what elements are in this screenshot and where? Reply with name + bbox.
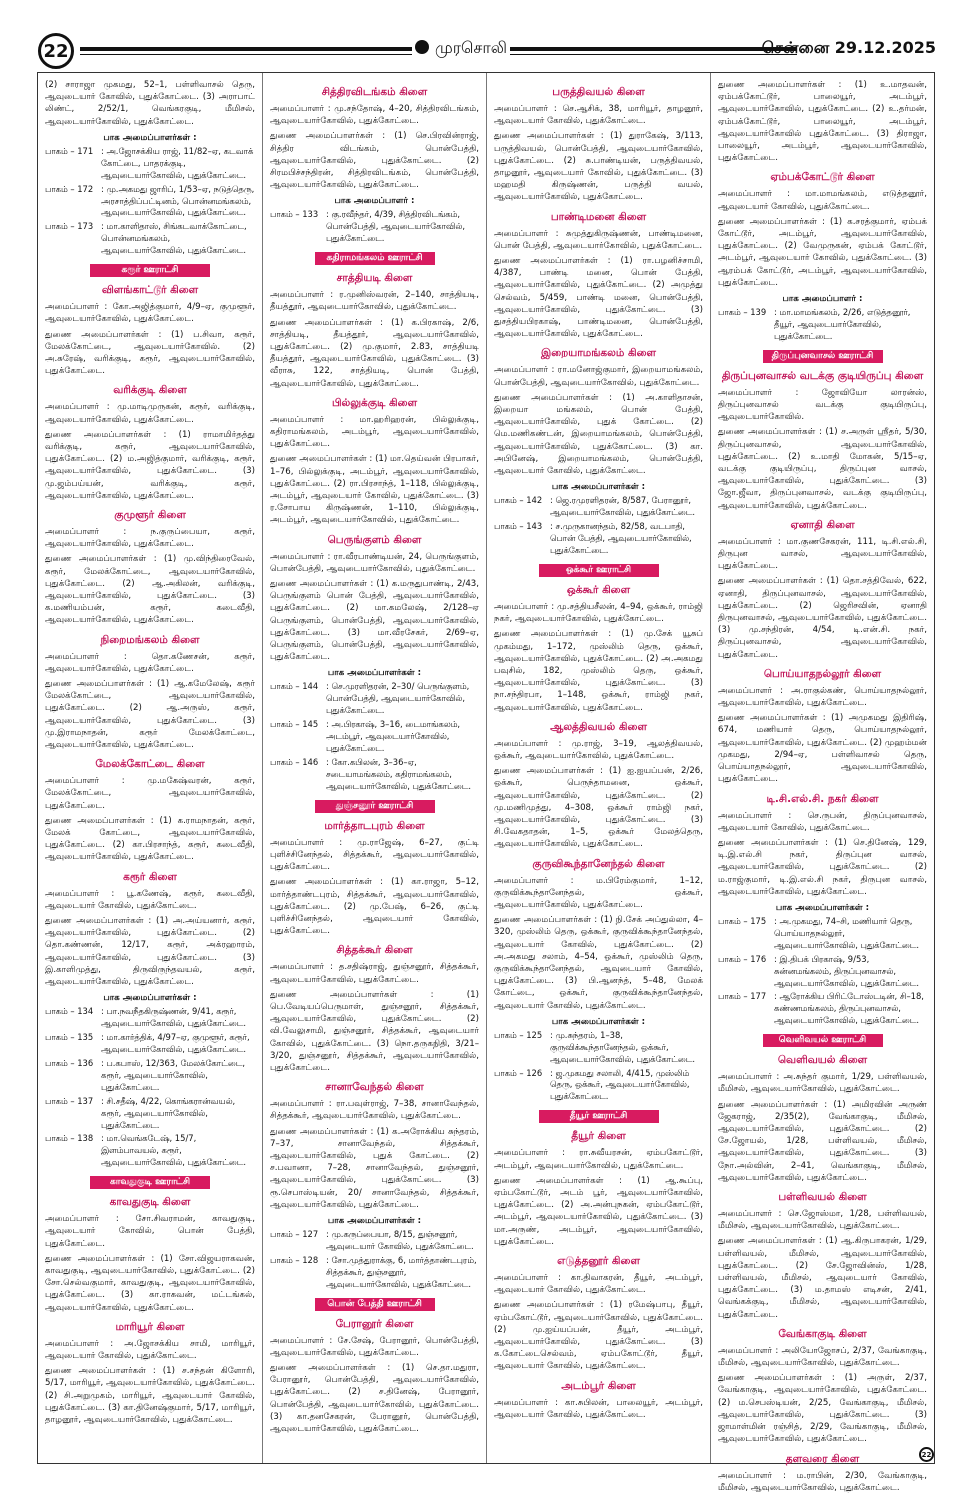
booth-entry xyxy=(718,916,927,952)
header-rule xyxy=(80,47,412,51)
booth-number: பாகம் – 175 xyxy=(718,915,767,926)
organizer-entry: அமைப்பாளர் : ர.முனிஸ்வரன், 2–140, சாத்தியடி, தீயத்தூர், ஆவுடையார்கோவில், புதுக்கோட்டை. xyxy=(270,290,479,313)
booth-entry xyxy=(494,1068,703,1104)
booth-entry xyxy=(718,954,927,990)
booth-number: பாகம் – 136 xyxy=(45,1057,94,1068)
organizer-entry: துணை அமைப்பாளர்கள் : (1) செ.தினேஷ், 129, டி.இ.எல்.சி நகர், திருப்புன வாசல், ஆவுடையார்கோவில், புதுக்கோட்டை. (2) ம.ராஜ்குமார், டி.இ.எல்.சி நகர், திருபுன வாசல், ஆவுடையார்கோவில், புதுக்கோட்டை. xyxy=(718,837,927,897)
branch-heading: இறையாமங்கலம் கிளை xyxy=(541,347,656,360)
branch-heading: ஏம்பக்கோட்டூர் கிளை xyxy=(770,171,875,184)
organizer-entry: துணை அமைப்பாளர்கள் : (1) ச.அருள் ஸ்ரீதர், 5/30, திருப்புனவாசல், ஆவுடையார்கோவில், புதுக்கோட்டை. (2) உ.மாதி மோகன், 5/15–ஏ, வடக்கு குடியிருப்பு, திருப்புன வாசல், ஆவுடையார்கோவில், புதுக்கோட்டை. (3) ஜோ.ஜீவா, திருப்புனவாசல், வடக்கு குடியிருப்பு, ஆவுடையார்கோவில், புதுக்கோட்டை. xyxy=(718,427,927,511)
branch-heading: பில்லுக்குடி கிளை xyxy=(331,396,418,409)
branch-heading: ஒக்கூர் கிளை xyxy=(566,583,631,596)
organizer-entry: அமைப்பாளர் : ரா.வீரபாண்டியன், 24, பெருங்குளம், பொன்பேத்தி, ஆவுடையார்கோவில், புதுக்கோட்டை. xyxy=(270,551,479,574)
booth-number: பாகம் – 125 xyxy=(494,1029,543,1040)
organizer-entry: துணை அமைப்பாளர்கள் : (1) அருள், 2/37, வேங்காகுடி, ஆவுடையார்கோவில், புதுக்கோட்டை. (2) ம.செபஸ்டியன், 2/25, வேங்காகுடி, மீமிசல், ஆவுடையார்கோவில், புதுக்கோட்டை. (3) ஜாமாள்மின் ரஞ்சித், 2/29, வேங்காகுடி, மீமிசல், ஆவுடையார்கோவில், புதுக்கோட்டை. xyxy=(718,1373,927,1445)
branch-heading: ஏனாதி கிளை xyxy=(790,518,855,531)
panchayat-banner: கரூர் ஊராட்சி xyxy=(90,264,210,277)
organizer-entry: துணை அமைப்பாளர்கள் : (1) செ.தா.மதுரா, பேரானூர், பொன்பேத்தி, ஆவுடையார்கோவில், புதுக்கோட்டை. (2) ச.தினேஷ், பேரானூர், பொன்பேத்தி, ஆவுடையார்கோவில், புதுக்கோட்டை. (3) கா.தனசேகரன், பேரானூர், பொன்பேத்தி, ஆவுடையார்கோவில், புதுக்கோட்டை. xyxy=(270,1363,479,1435)
organizer-entry: துணை அமைப்பாளர்கள் : (1) அ.அய்யனார், கரூர், ஆவுடையார்கோவில், புதுக்கோட்டை. (2) தொ.கண்ணன், 12/17, கரூர், அக்ரஹாரம், ஆவுடையார்கோவில், புதுக்கோட்டை. (3) இ.காளிமுத்து, திருவிருந்தவயல், கரூர், ஆவுடையார்கோவில், புதுக்கோட்டை. xyxy=(45,916,255,988)
booth-entry xyxy=(270,1229,479,1253)
organizer-entry: அமைப்பாளர் : ஜோவியோ லாரன்ஸ், திருப்புனவாசல் வடக்கு குடியிருப்பு, ஆவுடையார்கோவில். xyxy=(718,387,927,423)
booth-section-heading: பாக அமைப்பாளர்கள் : xyxy=(551,1016,646,1027)
booth-number: பாகம் – 171 xyxy=(45,145,94,156)
booth-organizer: : ஆரோக்கிய பிரிட்டோஸ்டடின், சி–18, கண்ணமங்கலம், திருப்புனவாசல், ஆவுடையார்கோவில், புதுக்கோட்டை. xyxy=(774,991,924,1026)
booth-entry xyxy=(718,991,927,1027)
organizer-entry: துணை அமைப்பாளர்கள் : (1) ரமேஷ்பாபு, தீயூர், ஏம்பகோட்டூர், ஆவுடையார்கோவில், புதுக்கோட்டை. (2) மு.ஐய்யப்பன், தீயூர், அடம்பூர், ஆவுடையார்கோவில், புதுக்கோட்டை. (3) க.கோட்டைசெல்வம், ஏம்பகோட்டூர், தீயூர், ஆவுடையார் கோவில், புதுக்கோட்டை. xyxy=(494,1300,703,1372)
booth-organizer: : அ.முகமது, 74–சி, மணியார் தெரு, பொய்யாதநல்லூர், ஆவுடையார்கோவில், புதுக்கோட்டை. xyxy=(774,915,920,950)
booth-section-heading: பாக அமைப்பாளர்கள் : xyxy=(327,668,422,679)
organizer-entry: துணை அமைப்பாளர்கள் : (1) அ.காளிதாசன், இறையா மங்கலம், பொன் பேத்தி, ஆவுடையார்கோவில், புதுக் கோட்டை. (2) மெ.மணிகண்டன், இறையாமங்கலம், பொன்பேத்தி, ஆவுடையார்கோவில், புதுக்கோட்டை. (3) கா. அபினேஷ், இறையாமங்கலம், பொன்பேத்தி, ஆவுடையார் கோவில், புதுக்கோட்டை. xyxy=(494,392,703,477)
booth-entry xyxy=(45,1032,255,1056)
booth-entry xyxy=(45,1006,255,1030)
booth-organizer: : மா.மாமங்கலம், 2/26, எடுத்தனூர், தீயூர், ஆவுடையார்கோவில், புதுக்கோட்டை. xyxy=(774,307,911,341)
organizer-entry: துணை அமைப்பாளர்கள் : (1) ஐ.ஐயப்பன், 2/26, ஒக்கூர், பெருந்தாமனை, ஒக்கூர், ஆவுடையார்கோவில், புதுக்கோட்டை. (2) மு.மணிமுத்து, 4–308, ஒக்கூர் ராம்ஜி நகர், ஆவுடையார்கோவில், புதுக்கோட்டை. (3) சி.வேகதாதன், 1–5, ஒக்கூர் மேலத்தெரு, ஆவுடையார்கோவில், புதுக்கோட்டை. xyxy=(494,766,703,850)
booth-organizer: : ப.கபாஸ், 12/363, மேலக்கோட்டை, கரூர், ஆவுடையார்கோவில், புதுக்கோட்டை. xyxy=(101,1057,246,1092)
paper-logo-icon xyxy=(415,40,429,54)
organizer-entry: துணை அமைப்பாளர்கள் : (1) ப.சிவா, கரூர், மேலக்கோட்டை, ஆவுடையார்கோவில். (2) அ.சுரேஷ், வரிக்குடி, கரூர், ஆவுடையார்கோவில், புதுக்கோட்டை. xyxy=(45,329,255,377)
header-rule xyxy=(510,54,797,55)
panchayat-banner: திருப்புனவாசல் ஊராட்சி xyxy=(763,350,883,363)
organizer-entry: துணை அமைப்பாளர்கள் : (1) க.சரத்குமார், ஏம்பக் கோட்டூர், அடம்பூர், ஆவுடையார்கோவில், புதுக்கோட்டை. (2) வேமுருகன், ஏம்பக் கோட்டூர், அடம்பூர், ஆவுடையார் கோவில், புதுக்கோட்டை. (3) ஆரம்பக் கோட்டூர், அடம்பூர், ஆவுடையார்கோவில், புதுக்கோட்டை. xyxy=(718,216,927,288)
booth-organizer: : மா.வெங்கடேஷ், 15/7, இளம்பாவயல், கரூர், ஆவுடையார்கோவில், புதுக்கோட்டை. xyxy=(101,1133,247,1168)
branch-heading: தளவரை கிளை xyxy=(785,1452,860,1465)
organizer-entry: அமைப்பாளர் : சோ.சிவராமன், காவதுகுடி, ஆவுடையார் கோவில், பொன் பேத்தி, புதுக்கோட்டை. xyxy=(45,1214,255,1249)
organizer-entry: அமைப்பாளர் : கா.சுபிலன், பாலையூர், அடம்பூர், ஆவுடையார் கோவில், புதுக்கோட்டை. xyxy=(494,1397,703,1420)
branch-heading: டி.சி.எல்.சி. நகர் கிளை xyxy=(766,792,879,805)
booth-number: பாகம் – 142 xyxy=(494,495,543,506)
organizer-entry: அமைப்பாளர் : மா.ஹரிஹரன், பில்லுக்குடி, கதிராமங்கலம், அடம்பூர், ஆவுடையார்கோவில், புதுக்கோட்டை. xyxy=(270,414,479,450)
organizer-entry: அமைப்பாளர் : அ.ராகுல்கண், பொய்யாதநல்லூர், ஆவுடையார்கோவில், புதுக்கோட்டை. xyxy=(718,685,927,709)
branch-heading: குருவிகூந்தானேந்தல் கிளை xyxy=(532,857,665,870)
panchayat-banner: ஒக்கூர் ஊராட்சி xyxy=(539,564,659,577)
branch-heading: சாத்தியடி கிளை xyxy=(336,272,413,285)
organizer-entry: துணை அமைப்பாளர்கள் : (1) ஆ.கிருபாகரன், 1/29, பள்ளிவயல், மீமிசல், ஆவுடையார்கோவில், புதுக்கோட்டை. (2) சே.ஜோவின்ஸ், 1/28, பள்ளிவயல், மீமிசல், ஆவுடையார் கோவில், புதுக்கோட்டை. (3) ம.தாமஸ் எடிசன், 2/41, வெங்கக்குடி, மீமிசல், ஆவுடையார்கோவில், புதுக்கோட்டை. xyxy=(718,1236,927,1320)
header-rule xyxy=(510,47,797,51)
booth-organizer: : மு.கருப்பையா, 8/15, துஞ்சனூர், ஆவுடையார் கோவில், புதுக்கோட்டை. xyxy=(326,1229,474,1251)
branch-heading: பேரானூர் கிளை xyxy=(335,1317,414,1330)
branch-heading: வேங்காகுடி கிளை xyxy=(778,1327,867,1340)
booth-entry xyxy=(270,757,479,793)
organizer-entry: அமைப்பாளர் : த.சதிஷ்ராஜ், துஞ்சனூர், சித்தக்கூர், ஆவுடையார்கோவில், புதுக்கோட்டை. xyxy=(270,962,479,985)
organizer-entry: அமைப்பாளர் : மு.சந்தோஷ், 4–20, சித்திரவிடங்கம், ஆவுடையார்கோவில், புதுக்கோட்டை. xyxy=(270,104,479,127)
booth-number: பாகம் – 177 xyxy=(718,991,767,1002)
branch-heading: வரிக்குடி கிளை xyxy=(113,384,187,397)
organizer-entry: துணை அமைப்பாளர்கள் : (1) க.அரோக்கிய சுந்தரம், 7–37, சானாவேந்தல், சித்தக்கூர், ஆவுடையார்கோவில், புதுக் கோட்டை. (2) ச.பவானா, 7–28, சானாவேந்தல், துஞ்சனூர், ஆவுடையார்கோவில், புதுக்கோட்டை. (3) ரூ.செபாஸ்டியன், 20/ சானாவேந்தல், சித்தக்கூர், ஆவுடையார்கோவில், புதுக்கோட்டை. xyxy=(270,1126,479,1210)
column-1 xyxy=(38,73,262,1463)
booth-number: பாகம் – 176 xyxy=(718,953,767,964)
branch-heading: பாண்டிமனை கிளை xyxy=(550,210,647,223)
organizer-entry: துணை அமைப்பாளர்கள் : (1) கா.ராஜா, 5–12, மார்த்தாண்டபுரம், சித்தக்கூர், ஆவுடையார்கோவில், புதுக்கோட்டை. (2) மு.பேஷ், 6–26, குட்டி புளிச்சினேந்தல், ஆவுடையார் கோவில், புதுக்கோட்டை. xyxy=(270,877,479,937)
booth-organizer: : இ.திபக் பிரகாஷ், 9/53, சுன்னமங்கலம், திருப்புனவாசல், ஆவுடையார்கோவில், புதுக்கோட்டை. xyxy=(774,953,920,988)
organizer-entry: துணை அமைப்பாளர்கள் : (1) க.ராமநாதன், கரூர், மேலக் கோட்டை, ஆவுடையார்கோவில், புதுக்கோட்டை. (2) கா.பிரசாந்த், கரூர், கடைவீதி, ஆவுடையார்கோவில், புதுக்கோட்டை. xyxy=(45,815,255,863)
branch-heading: அடம்பூர் கிளை xyxy=(561,1379,636,1392)
organizer-entry: அமைப்பாளர் : மு.ராஜேஷ், 6–27, குட்டி புளிச்சினேந்தல், சித்தக்கூர், ஆவுடையார்கோவில், புதுக்கோட்டை. xyxy=(270,837,479,873)
footer-page-number: 22 xyxy=(919,1447,934,1462)
panchayat-banner: துஞ்சனூர் ஊராட்சி xyxy=(315,800,435,813)
organizer-entry: அமைப்பாளர் : ரா.பவுள்ராஜ், 7–38, சானாவேந்தல், சித்தக்கூர், ஆவுடையார்கோவில், புதுக்கோட்டை. xyxy=(270,1099,479,1122)
booth-organizer: : மா.காளிதாஸ், சிங்கடவாக்கோட்டை, பொன்னமங்கலம், ஆவுடையார்கோவில், புதுக்கோட்டை. xyxy=(101,221,247,256)
organizer-entry: துணை அமைப்பாளர்கள் : (1) துராகேஷ், 3/113, பருத்திவயல், பொன்பேத்தி, ஆவுடையார்கோவில், புதுக்கோட்டை. (2) சு.பாண்டியன், பருத்திவயல், தாழனூர், ஆவுடையார் கோவில், புதுக்கோட்டை. (3) மஹமதி கிருஷ்ணன், பருத்தி வயல், ஆவுடையார்கோவில், புதுக்கோட்டை. xyxy=(494,131,703,203)
organizer-entry: அமைப்பாளர் : மா.குணசேகரன், 111, டி.சி.எல்.சி, திருபுன வாசல், ஆவுடையார்கோவில், புதுக்கோட்டை. xyxy=(718,536,927,572)
organizer-entry: அமைப்பாளர் : மு.மாடிமுருகன், கரூர், வரிக்குடி, ஆவுடையார்கோவில், புதுக்கோட்டை. xyxy=(45,402,255,425)
column-2 xyxy=(262,73,486,1463)
column-3 xyxy=(486,73,710,1463)
organizer-entry: அமைப்பாளர் : மு.ராஜ், 3–19, ஆலத்திவயல், ஒக்கூர், ஆவுடையார்கோவில், புதுக்கோட்டை. xyxy=(494,738,703,761)
booth-entry xyxy=(45,1133,255,1169)
organizer-entry: துணை அமைப்பாளர்கள் : (1) மு.சேக் யூசுப் முகம்மது, 1–172, முஸ்லிம் தெரு, ஒக்கூர், ஆவுடையார்கோவில், புதுக்கோட்டை. (2) அ.அகமது பவுசில், 182, முஸ்லிம் தெரு, ஒக்கூர், ஆவுடையார்கோவில், புதுக்கோட்டை. (3) நா.சந்திரபா, 1–148, ஒக்கூர், ராம்ஜி நகர், ஆவுடையார்கோவில், புதுக்கோட்டை. xyxy=(494,629,703,713)
booth-number: பாகம் – 134 xyxy=(45,1006,94,1017)
branch-heading: வெளிவயல் கிளை xyxy=(777,1054,868,1067)
booth-entry xyxy=(270,681,479,717)
panchayat-banner: காவதுகுடி ஊராட்சி xyxy=(90,1176,210,1189)
organizer-entry: துணை அமைப்பாளர்கள் : (1) ராமாமிர்தத்து வரிக்குடி, கரூர், ஆவுடையார்கோவில், புதுக்கோட்டை. (2) ம.அஜித்குமார், வரிக்குடி, கரூர், ஆவுடையார்கோவில், புதுக்கோட்டை. (3) மு.ஜம்பய்யன், வரிக்குடி, கரூர், ஆவுடையார்கோவில், புதுக்கோட்டை. xyxy=(45,429,255,501)
booth-organizer: : கோ.கபிலன், 3–36–ஏ, சடையாமங்கலம், கதிராமங்கலம், ஆவுடையார்கோவில், புதுக்கோட்டை. xyxy=(326,757,472,791)
booth-organizer: : செ.முரளிதரன், 2–30/ பெருங்குளம், பொன்பேத்தி, ஆவுடையார்கோவில், புதுக்கோட்டை. xyxy=(326,681,470,716)
booth-number: பாகம் – 143 xyxy=(494,521,543,532)
organizer-entry: துணை அமைப்பாளர்கள் : (1) மு.விந்திரைவேல், கரூர், மேலக்கோட்டை, ஆவுடையார்கோவில், புதுக்கோட்டை. (2) ஆ.அகிலன், வரிக்குடி, ஆவுடையார்கோவில், புதுக்கோட்டை. (3) க.மணியம்பன், கரூர், கடைவீதி, ஆவுடையார்கோவில், புதுக்கோட்டை. xyxy=(45,554,255,626)
organizer-entry: துணை அமைப்பாளர்கள் : (1) தொ.சத்திவேல், 622, ஏனாதி, திருப்புனவாசல், ஆவுடையார்கோவில், புதுக்கோட்டை. (2) ஜெரிசவின், ஏனாதி திருபுனவாசல், ஆவுடையார்கோவில், புதுக்கோட்டை. (3) மு.சந்திரன், 4/54, டி.என்.சி. நகர், திருப்புனவாசல், ஆவுடையார்கோவில், புதுக்கோட்டை. xyxy=(718,576,927,660)
booth-entry xyxy=(270,209,479,245)
booth-entry xyxy=(494,521,703,557)
organizer-entry: அமைப்பாளர் : கா.திவாகரன், தீயூர், அடம்பூர், ஆவுடையார் கோவில், புதுக்கோட்டை. xyxy=(494,1272,703,1296)
organizer-entry: அமைப்பாளர் : ம.பிரேம்குமார், 1–12, குருவிக்கூந்தானேந்தல், ஒக்கூர், ஆவுடையார்கோவில், புதுக்கோட்டை. xyxy=(494,875,703,910)
booth-organizer: : மா.கார்த்திக், 4/97–ஏ, குமுளூர், கரூர், ஆவுடையார்கோவில், புதுக்கோட்டை. xyxy=(101,1032,250,1055)
header-rule xyxy=(80,54,412,55)
booth-entry xyxy=(718,307,927,343)
booth-entry xyxy=(45,1058,255,1094)
branch-heading: எடுத்தனூர் கிளை xyxy=(557,1254,640,1267)
branch-heading: மார்த்தாடபுரம் கிளை xyxy=(324,819,425,832)
branch-heading: சித்திரவிடங்கம் கிளை xyxy=(321,86,428,98)
booth-number: பாகம் – 128 xyxy=(270,1254,319,1265)
branch-heading: பெருங்குளம் கிளை xyxy=(327,533,422,546)
booth-entry xyxy=(45,1096,255,1132)
booth-section-heading: பாக அமைப்பாளர் : xyxy=(782,294,863,305)
panchayat-banner: பொன் பேத்தி ஊராட்சி xyxy=(315,1298,435,1311)
paper-name-text: முரசொலி xyxy=(435,38,507,57)
booth-organizer: : அ.ஜோசக்கிய ராஜ், 11/82–ஏ, கடவாக் கோட்டை, பாதரக்குடி, ஆவுடையார்கோவில், புதுக்கோட்டை. xyxy=(101,145,254,180)
branch-heading: ஆலத்திவயல் கிளை xyxy=(550,720,647,733)
booth-entry xyxy=(45,221,255,257)
booth-number: பாகம் – 138 xyxy=(45,1133,94,1144)
branch-heading: குமுளூர் கிளை xyxy=(114,508,186,521)
booth-number: பாகம் – 173 xyxy=(45,221,94,232)
booth-section-heading: பாக அமைப்பாளர் : xyxy=(334,196,415,207)
organizer-entry: அமைப்பாளர் : சே.சேஷ், பேரானூர், பொன்பேத்தி, ஆவுடையார்கோவில், புதுக்கோட்டை. xyxy=(270,1335,479,1358)
branch-heading: பள்ளிவயல் கிளை xyxy=(778,1191,867,1204)
booth-number: பாகம் – 145 xyxy=(270,719,319,730)
booth-organizer: : ச.முருகானந்தம், 82/58, வடபாதி, பொன் பேத்தி, ஆவுடையார்கோவில், புதுக்கோட்டை. xyxy=(550,521,692,555)
booth-organizer: : ஜ.முகமது சலாலி, 4/415, முஸ்லிம் தெரு, ஒக்கூர், ஆவுடையார்கோவில், புதுக்கோட்டை. xyxy=(550,1067,690,1102)
organizer-entry: அமைப்பாளர் : அ.ஜோசக்கிய சாமி, மாரியூர், ஆவுடையார் கோவில், புதுக்கோட்டை. xyxy=(45,1338,255,1362)
booth-entry xyxy=(494,1030,703,1066)
booth-number: பாகம் – 146 xyxy=(270,757,319,767)
booth-organizer: : மு.அகமது ஜாரிப், 1/53–ஏ, நடுத்தெரு, அரசாத்திப்பட்டினம், பொன்னமங்கலம், ஆவுடையார்கோவில், புதுக்கோட்டை. xyxy=(101,183,255,218)
organizer-entry: அமைப்பாளர் : செ.ஜோஸ்மா, 1/28, பள்ளிவயல், மீமிசல், ஆவுடையார்கோவில், புதுக்கோட்டை. xyxy=(718,1209,927,1232)
organizer-entry: துணை அமைப்பாளர்கள் : (1) ஆ.கூப்பு, ஏம்பகோட்டூர், அடம் பூர், ஆவுடையார்கோவில், புதுக்கோட்டை. (2) அ.அன்புநகன், ஏம்பகோட்டூர், அடம்பூர், ஆவுடையார்கோவில், புதுக்கோட்டை. (3) மா.அருண், அடம்பூர், ஆவுடையார்கோவில், புதுக்கோட்டை. xyxy=(494,1175,703,1247)
branch-heading: மேலக்கோட்டை கிளை xyxy=(95,758,205,771)
organizer-entry: துணை அமைப்பாளர்கள் : (1) அமிரவின் அருண் ஜேகராஜ், 2/35(2), வேங்காகுடி, மீமிசல், ஆவுடையார்கோவில், புதுக்கோட்டை. (2) சே.ஜோயல், 1/28, பள்ளிவயல், மீமிசல், ஆவுடையார்கோவில், புதுக்கோட்டை. (3) நோ.அல்வின், 2–41, வெங்காகுடி, மீமிசல், ஆவுடையார்கோவில், புதுக்கோட்டை. xyxy=(718,1099,927,1183)
panchayat-banner: தீயூர் ஊராட்சி xyxy=(539,1110,659,1123)
booth-number: பாகம் – 127 xyxy=(270,1229,319,1240)
booth-number: பாகம் – 126 xyxy=(494,1067,543,1078)
organizer-entry: அமைப்பாளர் : அ.சுந்தர் குமார், 1/29, பள்ளிவயல், மீமிசல், ஆவுடையார்கோவில், புதுக்கோட்டை. xyxy=(718,1072,927,1095)
organizer-entry: அமைப்பாளர் : சுமுத்துகிருஷ்ணன், பாண்டிமனை, பொன் பேத்தி, ஆவுடையார்கோவில், புதுக்கோட்டை. xyxy=(494,228,703,251)
organizer-entry: (2) சாராஜா முகமது, 52–1, பள்ளிவாசல் தெரு, ஆவுடையார் கோவில், புதுக்கோட்டை. (3) அராபாட் லிண்ட், 2/52/1, வெங்கரகுடி, மீமிசல், ஆவுடையார்கோவில், புதுக்கோட்டை. xyxy=(45,80,255,127)
organizer-entry: துணை அமைப்பாளர்கள் : (1) க.பிரகாஷ், 2/6, சாத்தியடி, தீயத்தூர், ஆவுடையார்கோவில், புதுக்கோட்டை. (2) மு.குமார், 2.83, சாத்தியடி தீயத்தூர், ஆவுடையார்கோவில், புதுக்கோட்டை. (3) வீராசு, 122, சாத்தியடி, பொன் பேத்தி, ஆவுடையார்கோவில், புதுக்கோட்டை. xyxy=(270,317,479,389)
organizer-entry: துணை அமைப்பாளர்கள் : (1) செ.பிரவின்ராஜ், சித்திர விடங்கம், பொன்பேத்தி, ஆவுடையார்கோவில், புதுக்கோட்டை. (2) சிரமபிச்சந்திரன், சித்திரவிடங்கம், பொன்பேத்தி, ஆவுடையார்கோவில், புதுக்கோட்டை. xyxy=(270,131,479,191)
booth-organizer: : அ.பிரகாஷ், 3–16, டைமாங்கலம், அடம்பூர், ஆவுடையார்கோவில், புதுக்கோட்டை. xyxy=(326,719,461,754)
booth-organizer: : பா.நவநீதகிருஷ்ணன், 9/41, கரூர், ஆவுடையார்கோவில், புதுக்கோட்டை. xyxy=(101,1006,247,1029)
organizer-entry: அமைப்பாளர் : ந.குருப்பையா, கரூர், ஆவுடையார்கோவில், புதுக்கோட்டை. xyxy=(45,526,255,550)
booth-entry xyxy=(270,1255,479,1291)
branch-heading: திருப்புனவாசல் வடக்கு குடியிருப்பு கிளை xyxy=(721,369,924,382)
newspaper-name xyxy=(415,38,507,59)
page-header xyxy=(30,30,942,72)
organizer-entry: துணை அமைப்பாளர்கள் : (1) சோ.விஜயராகவன், காவதுகுடி, ஆவுடையார்கோவில், புதுக்கோட்டை. (2) சோ.செல்வகுமார், காவதுகுடி, ஆவுடையார்கோவில், புதுக்கோட்டை. (3) கா.ராகவன், மட்டங்கல், ஆவுடையார்கோவில், புதுக்கோட்டை. xyxy=(45,1253,255,1313)
edition-date: சென்னை 29.12.2025 xyxy=(761,38,936,57)
booth-number: பாகம் – 133 xyxy=(270,209,319,220)
organizer-entry: அமைப்பாளர் : செ.ருபன், திருப்புனவாசல், ஆவுடையார் கோவில், புதுக்கோட்டை. xyxy=(718,810,927,833)
booth-organizer: : ஜெ.ரமுரளிதரன், 8/587, பேரானூர், ஆவுடையார்கோவில், புதுக்கோட்டை. xyxy=(550,495,696,518)
booth-number: பாகம் – 172 xyxy=(45,183,94,194)
organizer-entry: அமைப்பாளர் : மா.மாமங்கலம், எடுத்தனூர், ஆவுடையார் கோவில், புதுக்கோட்டை. xyxy=(718,189,927,212)
branch-heading: நிறைமங்கலம் கிளை xyxy=(100,633,200,646)
booth-organizer: : மு.சுந்தரம், 1–38, குருவிக்கூந்தானேந்தல், ஒக்கூர், ஆவுடையார்கோவில், புதுக்கோட்டை. xyxy=(550,1029,696,1064)
branch-heading: சித்தக்கூர் கிளை xyxy=(336,944,413,957)
organizer-entry: அமைப்பாளர் : ரா.மனோஜ்குமார், இறையாமங்கலம், பொன்பேத்தி, ஆவுடையார்கோவில், புதுக்கோட்டை. xyxy=(494,365,703,388)
booth-number: பாகம் – 139 xyxy=(718,307,767,318)
column-4 xyxy=(710,73,934,1493)
organizer-entry: துணை அமைப்பாளர்கள் : (1) ச.சந்தன் கிளோரி, 5/17, மாரியூர், ஆவுடையார்கோவில், புதுக்கோட்டை. (2) சி.அறுமுகம், மாரியூர், ஆவுடையார் கோவில், புதுக்கோட்டை. (3) கா.தினேஷ்குமார், 5/17, மாரியூர், தாழனூர், ஆவுடையார்கோவில், புதுக்கோட்டை. xyxy=(45,1366,255,1426)
booth-number: பாகம் – 137 xyxy=(45,1095,94,1106)
organizer-entry: துணை அமைப்பாளர்கள் : (1) உ.மாதவன், ஏம்பக்கோட்டூர், பாலையூர், அடம்பூர், ஆவுடையார்கோவில், புதுக்கோட்டை. (2) உ.தர்மன், ஏம்பக்கோட்டூர், பாலையூர், அடம்பூர், ஆவுடையார்கோவில் புதுக்கோட்டை. (3) திராஜா, பாலையூர், அடம்பூர், ஆவுடையார்கோவில், புதுக்கோட்டை. xyxy=(718,80,927,164)
organizer-entry: துணை அமைப்பாளர்கள் : (1) பெ.வேடியப்பெருமாள், துஞ்சனூர், சித்தக்கூர், ஆவுடையார்கோவில், புதுக்கோட்டை. (2) வி.வேலுசாமி, துஞ்சனூர், சித்தக்கூர், ஆவுடையார் கோவில், புதுக்கோட்டை. (3) நொ.தருகநிதி, 3/21–3/20, துஞ்சனூர், சித்தக்கூர், ஆவுடையார்கோவில், புதுக்கோட்டை. xyxy=(270,989,479,1074)
booth-section-heading: பாக அமைப்பாளர்கள் : xyxy=(327,1216,422,1227)
booth-section-heading: பாக அமைப்பாளர்கள் : xyxy=(103,132,197,143)
branch-heading: காவதுகுடி கிளை xyxy=(109,1196,191,1209)
organizer-entry: அமைப்பாளர் : ரா.சுவீயரசன், ஏம்பகோட்டூர், அடம்பூர், ஆவுடையார்கோவில், புதுக்கோட்டை. xyxy=(494,1148,703,1171)
organizer-entry: துணை அமைப்பாளர்கள் : (1) ரா.பழனிச்சாமி, 4/387, பாண்டி மனை, பொன் பேத்தி, ஆவுடையார்கோவில், புதுக்கோட்டை. (2) அமுத்து செல்வம், 5/459, பாண்டி மனை, பொன்பேத்தி, ஆவுடையார்கோவில், புதுக்கோட்டை. (3) துசத்தியபிரகாஷ், பாண்டிமனை, பொன்பேத்தி, ஆவுடையார்கோவில், புதுக்கோட்டை. xyxy=(494,256,703,340)
booth-entry xyxy=(45,184,255,220)
page-number-badge: 22 xyxy=(38,33,74,69)
branch-heading: சானாவேந்தல் கிளை xyxy=(325,1081,424,1094)
organizer-entry: துணை அமைப்பாளர்கள் : (1) ஆ.கமேலேஷ், கரூர் மேலக்கோட்டை, ஆவுடையார்கோவில், புதுக்கோட்டை. (2) ஆ.அருஸ், கரூர், ஆவுடையார்கோவில், புதுக்கோட்டை. (3) மு.இராமநாதன், கரூர் மேலக்கோட்டை, ஆவுடையார்கோவில், புதுக்கோட்டை. xyxy=(45,678,255,750)
booth-entry xyxy=(494,495,703,519)
booth-organizer: : சி.சதீஷ், 4/22, கொங்கரான்வயல், கரூர், ஆவுடையார்கோவில், புதுக்கோட்டை. xyxy=(101,1095,236,1130)
branch-heading: தீயூர் கிளை xyxy=(571,1130,626,1143)
branch-heading: பருத்திவயல் கிளை xyxy=(552,86,645,98)
booth-entry xyxy=(270,719,479,755)
organizer-entry: அமைப்பாளர் : மு.சத்தியசீலன், 4–94, ஒக்கூர், ராம்ஜி நகர், ஆவுடையார்கோவில், புதுக்கோட்டை. xyxy=(494,601,703,625)
organizer-entry: அமைப்பாளர் : பூ.கணேஷ், கரூர், கடைவீதி, ஆவுடையார் கோவில், புதுக்கோட்டை. xyxy=(45,888,255,911)
organizer-entry: துணை அமைப்பாளர்கள் : (1) க.மருதுபாண்டி, 2/43, பெருங்குளம் பொன் பேத்தி, ஆவுடையார்கோவில், புதுக்கோட்டை. (2) மா.கமலேஷ், 2/128–ஏ பெருங்குளம், பொன்பேத்தி, ஆவுடையார்கோவில், புதுக்கோட்டை. (3) மா.வீரசேகர், 2/69–ஏ, பெருங்குளம், பொன்பேத்தி, ஆவுடையார்கோவில், புதுக்கோட்டை. xyxy=(270,579,479,663)
organizer-entry: அமைப்பாளர் : தொ.கணேசன், கரூர், ஆவுடையார்கோவில், புதுக்கோட்டை. xyxy=(45,651,255,674)
booth-section-heading: பாக அமைப்பாளர்கள் : xyxy=(775,902,870,913)
branch-heading: கரூர் கிளை xyxy=(123,870,177,883)
organizer-entry: அமைப்பாளர் : செ.ஆசிக், 38, மாரியூர், தாழனூர், ஆவுடையார் கோவில், புதுக்கோட்டை. xyxy=(494,104,703,127)
branch-heading: பொய்யாதநல்லூர் கிளை xyxy=(763,667,882,680)
booth-organizer: : சோ.முத்துராக்கு, 6, மார்த்தாண்டபுரம், சித்தக்கூர், துஞ்சனூர், ஆவுடையார்கோவில், புதுக்கோட்டை. xyxy=(326,1254,477,1289)
content-frame xyxy=(37,72,935,1493)
organizer-entry: துணை அமைப்பாளர்கள் : (1) மா.தெய்வன் பிரபாகர், 1–76, பில்லுக்குடி, அடம்பூர், ஆவுடையார்கோவில், புதுக்கோட்டை. (2) ரா.பிரசாந்த், 1–118, பில்லுக்குடி, அடம்பூர், ஆவுடையார் கோவில், புதுக்கோட்டை. (3) ர.சோபாய கிருஷ்ணன், 1–110, பில்லுக்குடி, அடம்பூர், ஆவுடையார்கோவில், புதுக்கோட்டை. xyxy=(270,454,479,526)
organizer-entry: அமைப்பாளர் : ம.ராபின், 2/30, வேங்காகுடி, மீமிசல், ஆவுடையார்கோவில், புதுக்கோட்டை. xyxy=(718,1470,927,1493)
organizer-entry: துணை அமைப்பாளர்கள் : (1) அமுகமது இதிரிஷ், 674, மணியார் தெரு, பொய்யாதநல்லூர், ஆவுடையார்கோவில், புதுக்கோட்டை. (2) முஹம்மன் முகமது, 2/94–ஏ, பள்ளிவாசல் தெரு, பொய்யாதநல்லூர், ஆவுடையார்கோவில், புதுக்கோட்டை. xyxy=(718,713,927,785)
booth-number: பாகம் – 135 xyxy=(45,1032,94,1043)
booth-organizer: : கு.ரவீந்தர், 4/39, சித்திரவிடங்கம், பொன்பேத்தி, ஆவுடையார்கோவில், புதுக்கோட்டை. xyxy=(326,209,466,244)
panchayat-banner: கதிராமங்கலம் ஊராட்சி xyxy=(315,252,435,265)
panchayat-banner: வெளிவயல் ஊராட்சி xyxy=(763,1034,883,1047)
booth-section-heading: பாக அமைப்பாளர்கள் : xyxy=(551,482,646,493)
branch-heading: விளங்காட்டூர் கிளை xyxy=(101,284,199,297)
branch-heading: மாரியூர் கிளை xyxy=(115,1320,185,1333)
booth-number: பாகம் – 144 xyxy=(270,681,319,692)
organizer-entry: துணை அமைப்பாளர்கள் : (1) நி.சேக் அப்துல்லா, 4–320, முஸ்லிம் தெரு, ஒக்கூர், குருவிக்கூந்தானேந்தல், ஆவுடையார் கோவில், புதுக்கோட்டை. (2) அ.அகமது சலாம், 4–54, ஒக்கூர், முஸ்லிம் தெரு, குருவிக்கூந்தானேந்தல், ஆவுடையார் கோவில், புதுக்கோட்டை. (3) பி.ஆனந்த், 5–48, மேலக் கோட்டை, ஒக்கூர், குருவிக்கூந்தானேந்தல், ஆவுடையார் கோவில், புதுக்கோட்டை. xyxy=(494,915,703,1011)
booth-entry xyxy=(45,146,255,182)
organizer-entry: அமைப்பாளர் : மு.மகேஷ்வரன், கரூர், மேலக்கோட்டை, ஆவுடையார்கோவில், புதுக்கோட்டை. xyxy=(45,776,255,811)
organizer-entry: அமைப்பாளர் : அலியோஜோசப், 2/37, வேங்காகுடி, மீமிசல், ஆவுடையார்கோவில், புதுக்கோட்டை. xyxy=(718,1345,927,1369)
organizer-entry: அமைப்பாளர் : கோ.அஜித்குமார், 4/9–ஏ, குமுளூர், ஆவுடையார்கோவில், புதுக்கோட்டை. xyxy=(45,302,255,325)
booth-section-heading: பாக அமைப்பாளர்கள் : xyxy=(103,993,197,1004)
